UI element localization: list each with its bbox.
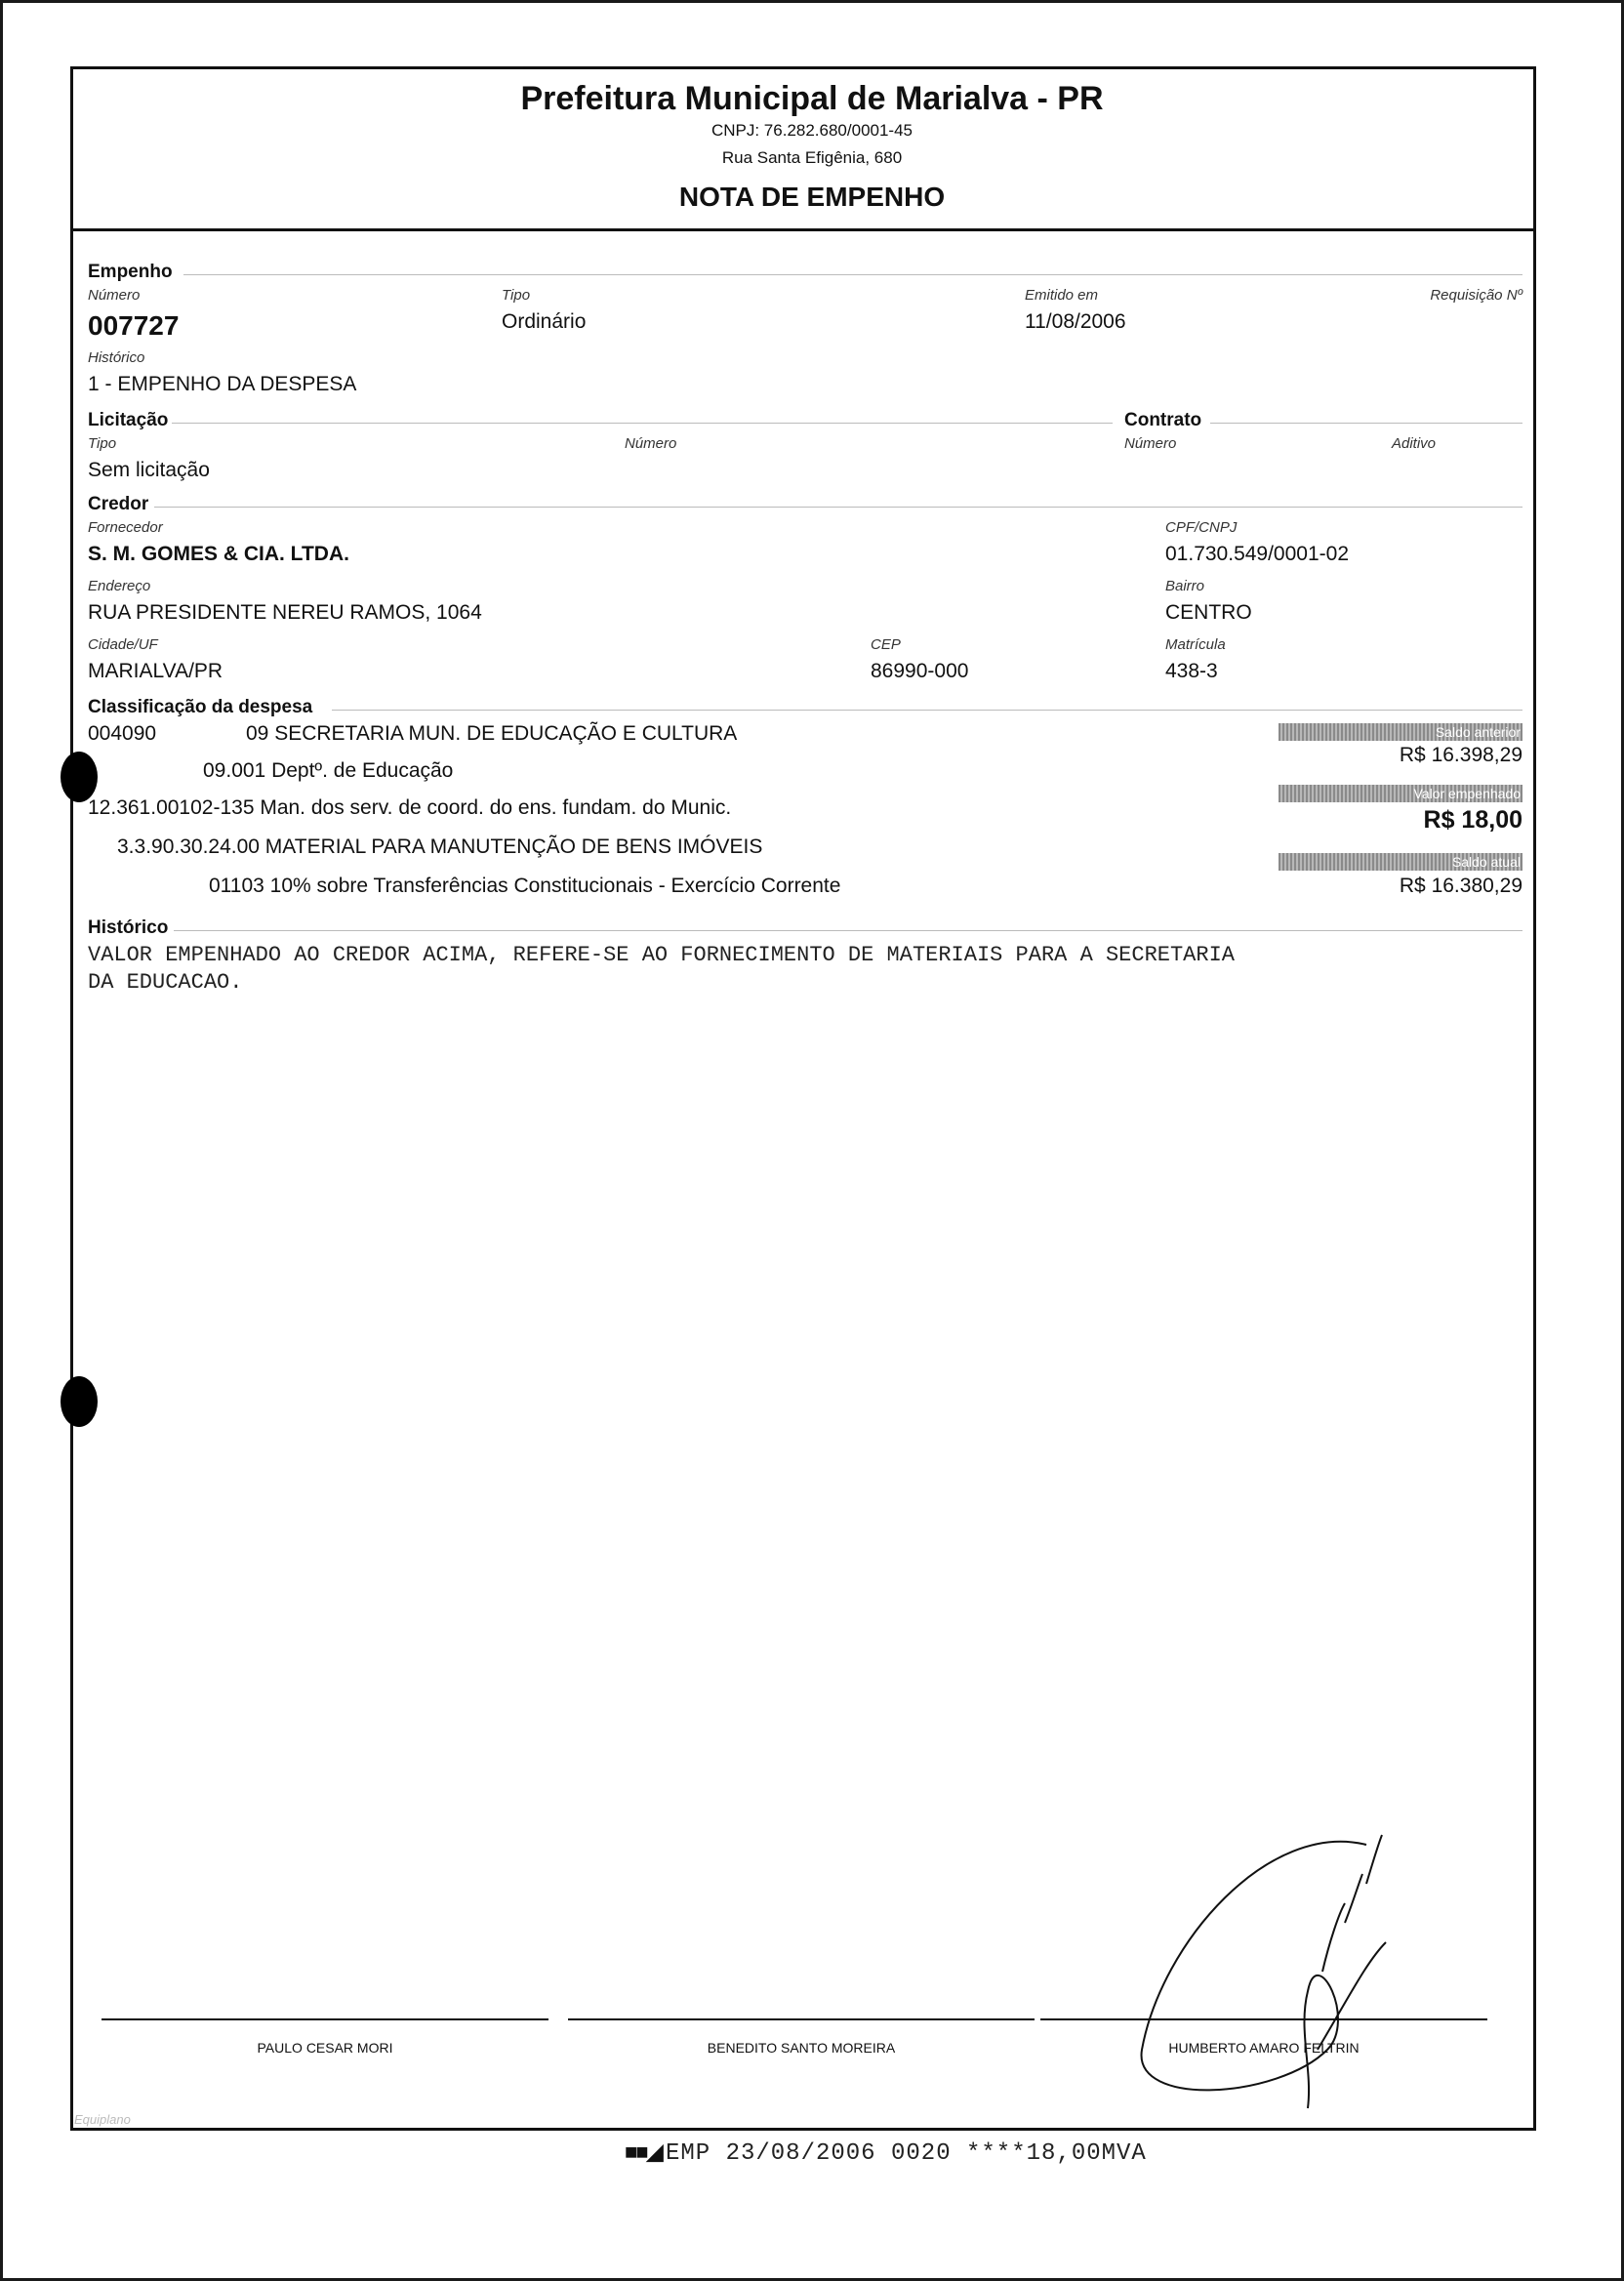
endereco-label: Endereço — [88, 578, 151, 594]
handwritten-signature — [1122, 1825, 1454, 2118]
valor-empenhado-label: Valor empenhado — [1279, 785, 1522, 802]
empenho-historico: 1 - EMPENHO DA DESPESA — [88, 373, 357, 395]
classificacao-orgao: 09 SECRETARIA MUN. DE EDUCAÇÃO E CULTURA — [246, 722, 738, 745]
signature-name-3: HUMBERTO AMARO FELTRIN — [1168, 2040, 1360, 2056]
org-name: Prefeitura Municipal de Marialva - PR — [520, 80, 1104, 117]
cep-label: CEP — [871, 636, 901, 653]
classificacao-fonte: 01103 10% sobre Transferências Constitucionais - Exercício Corrente — [209, 875, 841, 897]
credor-endereco: RUA PRESIDENTE NEREU RAMOS, 1064 — [88, 601, 482, 624]
org-address: Rua Santa Efigênia, 680 — [721, 148, 903, 167]
classificacao-funcional: 12.361.00102-135 Man. dos serv. de coord. do ens. fundam. do Munic. — [88, 796, 732, 819]
empenho-emitido: 11/08/2006 — [1025, 310, 1126, 333]
historico-label: Histórico — [88, 349, 145, 366]
matricula-label: Matrícula — [1165, 636, 1226, 653]
contrato-rule — [1210, 423, 1522, 424]
licitacao-tipo: Sem licitação — [88, 459, 210, 481]
credor-cpf: 01.730.549/0001-02 — [1165, 543, 1350, 565]
classificacao-elemento: 3.3.90.30.24.00 MATERIAL PARA MANUTENÇÃO DE BENS IMÓVEIS — [117, 835, 763, 858]
header-divider — [70, 228, 1536, 231]
valor-empenhado: R$ 18,00 — [1423, 806, 1522, 834]
numero-label: Número — [88, 287, 141, 304]
historico-line2: DA EDUCACAO. — [88, 970, 243, 995]
licitacao-numero-label: Número — [625, 435, 677, 452]
section-credor: Credor — [88, 494, 149, 514]
signature-line-1 — [102, 2018, 548, 2020]
section-empenho: Empenho — [88, 262, 173, 282]
licitacao-rule — [172, 423, 1113, 424]
signature-line-2 — [568, 2018, 1035, 2020]
empenho-tipo: Ordinário — [502, 310, 587, 333]
licitacao-tipo-label: Tipo — [88, 435, 117, 452]
credor-fornecedor: S. M. GOMES & CIA. LTDA. — [88, 543, 349, 565]
historico-rule — [174, 930, 1522, 931]
empenho-numero: 007727 — [88, 310, 180, 341]
saldo-anterior-label: Saldo anterior — [1279, 723, 1522, 741]
saldo-anterior: R$ 16.398,29 — [1399, 744, 1522, 766]
stamp-logo-icon: ■■◢ — [625, 2139, 662, 2164]
section-classificacao: Classificação da despesa — [88, 697, 313, 717]
credor-rule — [154, 507, 1522, 508]
emitido-label: Emitido em — [1025, 287, 1099, 304]
section-contrato: Contrato — [1124, 410, 1202, 430]
footer-stamp — [625, 2139, 1147, 2167]
credor-cep: 86990-000 — [871, 660, 969, 682]
contrato-numero-label: Número — [1124, 435, 1177, 452]
credor-cidade: MARIALVA/PR — [88, 660, 223, 682]
saldo-atual: R$ 16.380,29 — [1399, 875, 1522, 897]
saldo-atual-label: Saldo atual — [1279, 853, 1522, 871]
signature-name-2: BENEDITO SANTO MOREIRA — [707, 2040, 896, 2056]
signature-name-1: PAULO CESAR MORI — [257, 2040, 393, 2056]
cidade-label: Cidade/UF — [88, 636, 158, 653]
doc-title: NOTA DE EMPENHO — [678, 182, 946, 212]
classificacao-unidade: 09.001 Deptº. de Educação — [203, 759, 454, 782]
tipo-label: Tipo — [502, 287, 531, 304]
org-cnpj: CNPJ: 76.282.680/0001-45 — [710, 121, 914, 140]
classificacao-rule — [332, 710, 1522, 711]
credor-bairro: CENTRO — [1165, 601, 1252, 624]
bairro-label: Bairro — [1165, 578, 1205, 594]
contrato-aditivo-label: Aditivo — [1392, 435, 1437, 452]
empenho-rule — [183, 274, 1522, 275]
stamp-text: EMP 23/08/2006 0020 ****18,00MVA — [665, 2140, 1147, 2167]
credor-matricula: 438-3 — [1165, 660, 1218, 682]
equiplano-watermark: Equiplano — [74, 2112, 131, 2127]
requisicao-label: Requisição Nº — [1430, 287, 1522, 304]
fornecedor-label: Fornecedor — [88, 519, 163, 536]
cpf-label: CPF/CNPJ — [1165, 519, 1238, 536]
historico-line1: VALOR EMPENHADO AO CREDOR ACIMA, REFERE-SE AO FORNECIMENTO DE MATERIAIS PARA A SECRETARIA — [88, 943, 1235, 967]
section-licitacao: Licitação — [88, 410, 169, 430]
section-historico: Histórico — [88, 917, 169, 938]
punch-hole-bottom — [61, 1376, 98, 1427]
classificacao-code: 004090 — [88, 722, 157, 745]
punch-hole-top — [61, 752, 98, 802]
